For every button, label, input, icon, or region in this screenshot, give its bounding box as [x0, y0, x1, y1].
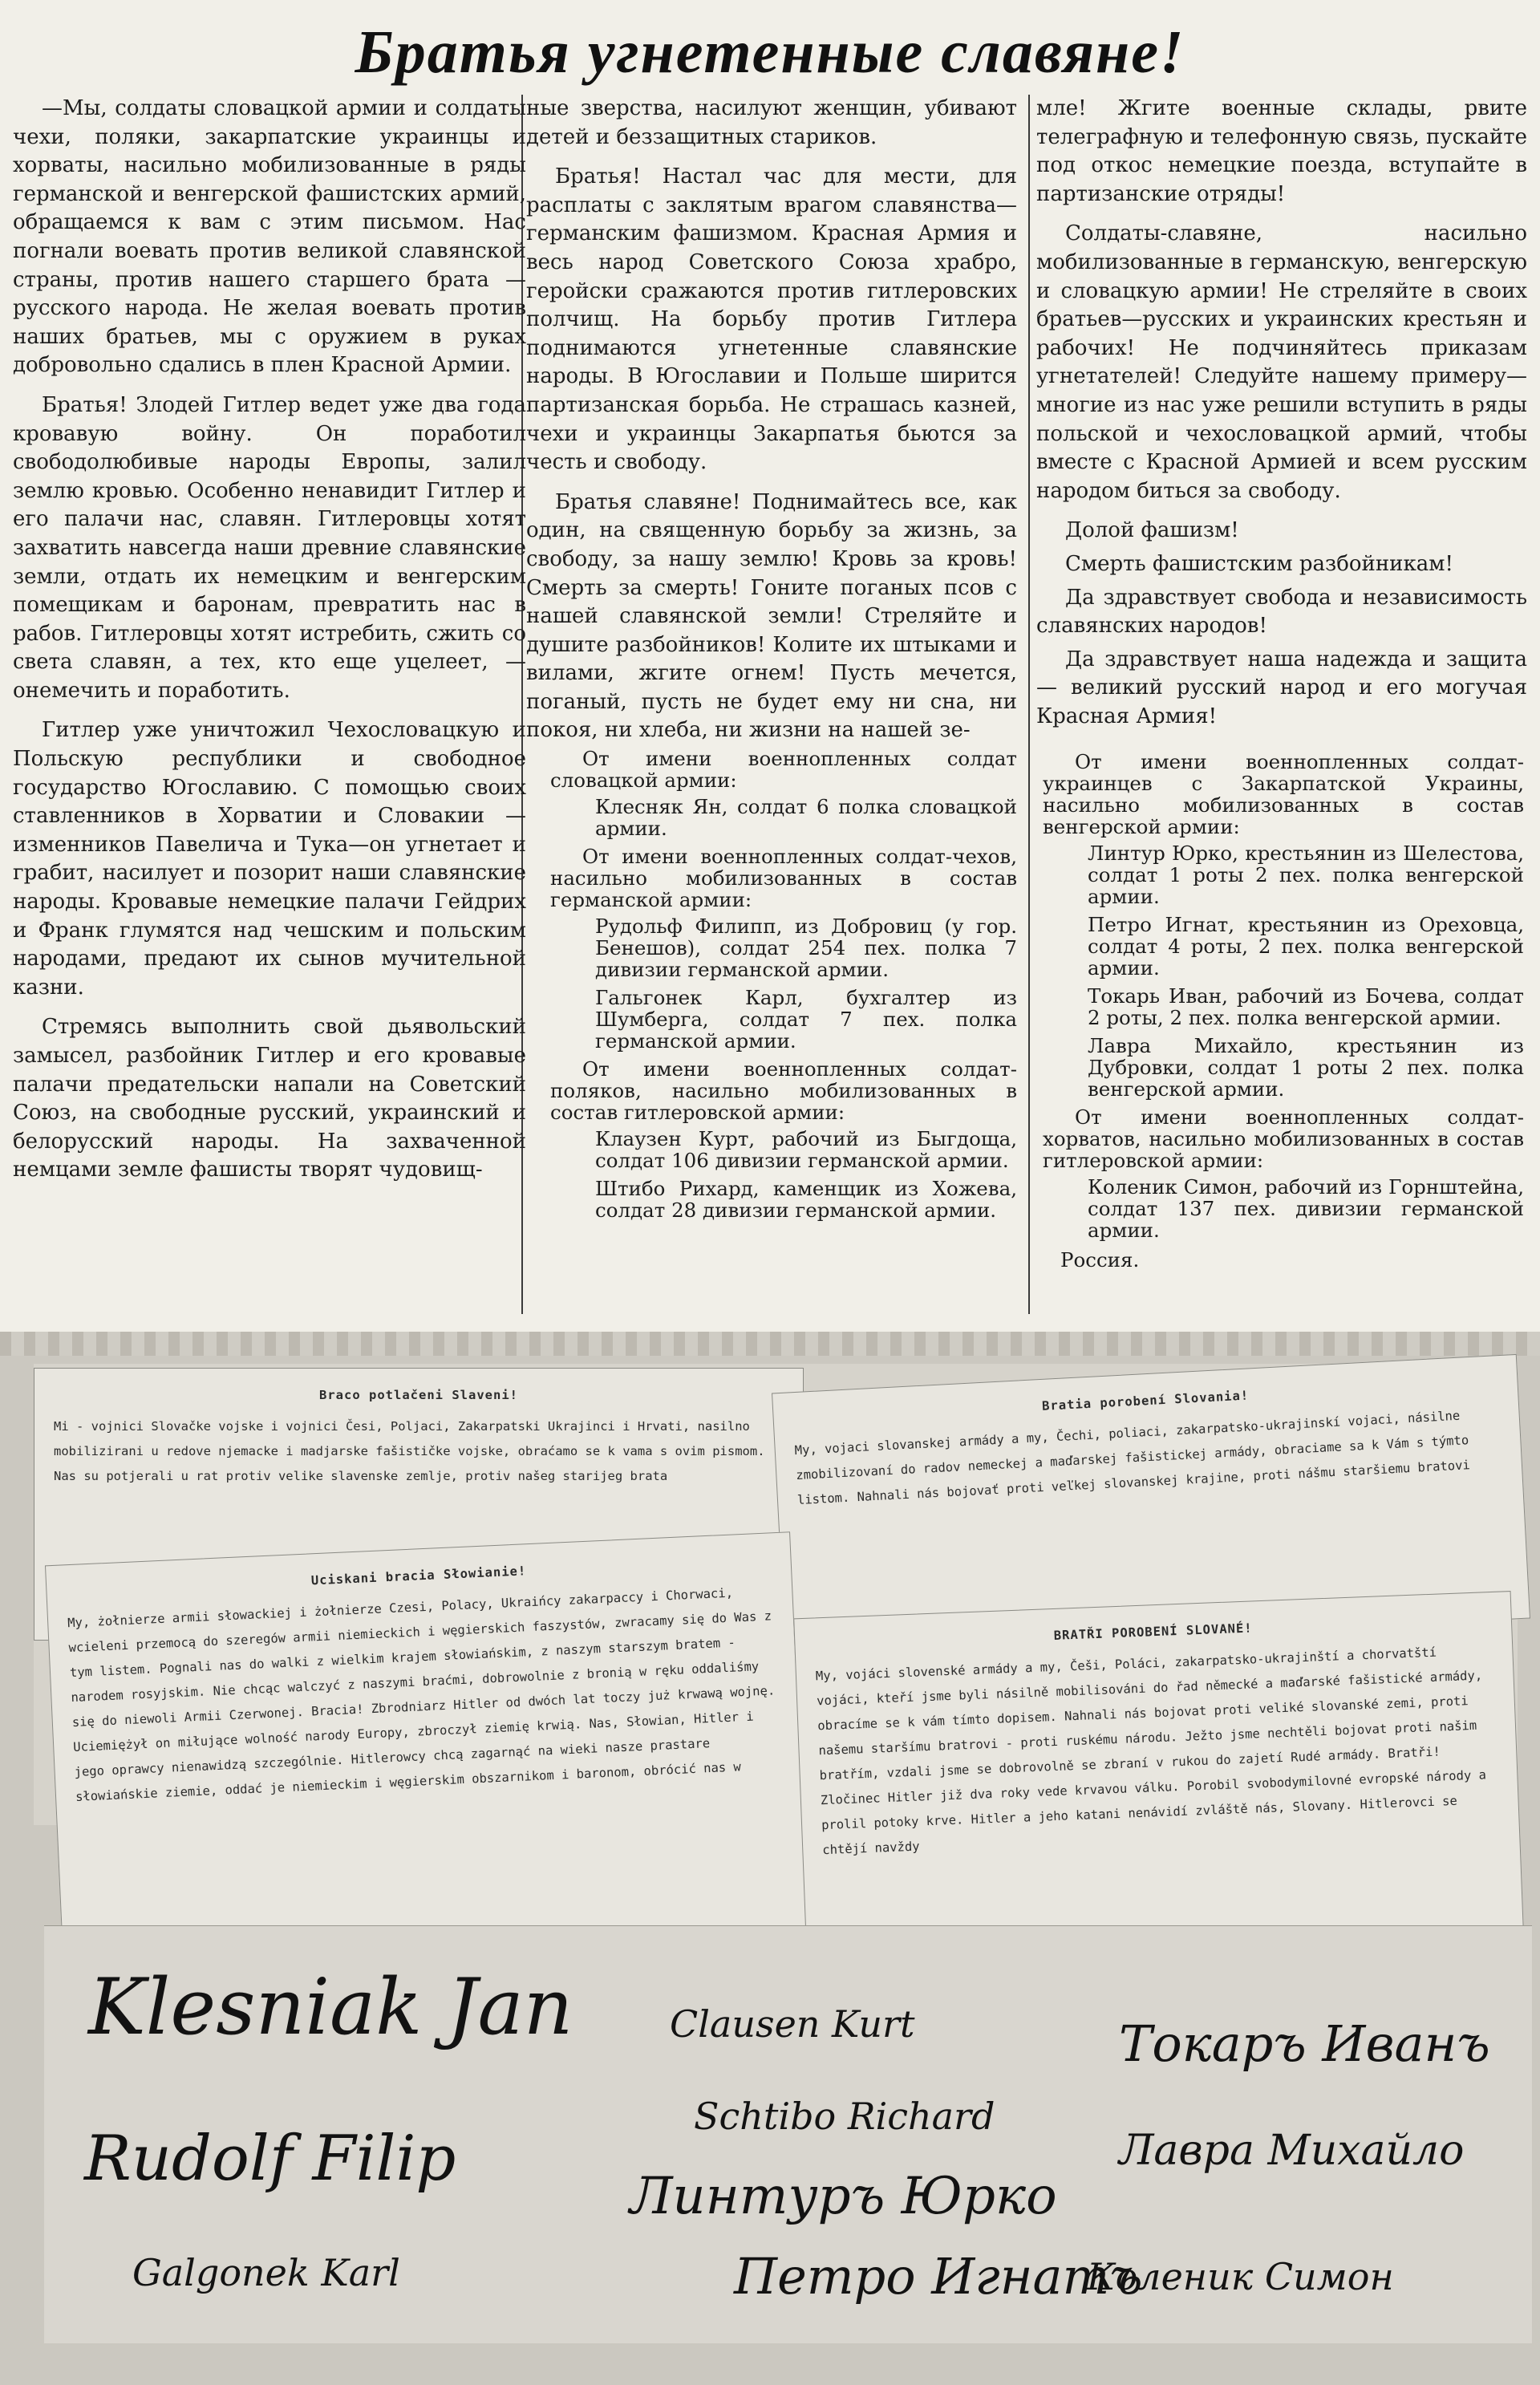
signature: Rudolf Filip	[84, 2123, 456, 2195]
leaflet-heading: Uciskani bracia Słowianie!	[310, 1564, 527, 1588]
signatory-entry: Штибо Рихард, каменщик из Хожева, солдат 28 дивизии германской армии.	[595, 1177, 1017, 1222]
signatory-entry: Лавра Михайло, крестьянин из Дубровки, солдат 1 роты 2 пех. полка венгерской армии.	[1088, 1034, 1524, 1101]
signatory-entry: Клесняк Ян, солдат 6 полка словацкой армии.	[595, 795, 1017, 840]
signatories-heading: От имени военнопленных солдат-украинцев с Закарпатской Украины, насильно мобилизованных в состав венгерской армии:	[1043, 750, 1524, 838]
signatory-entry: Линтур Юрко, крестьянин из Шелестова, солдат 1 роты 2 пех. полка венгерской армии.	[1088, 842, 1524, 908]
paragraph: мле! Жгите военные склады, рвите телеграфную и телефонную связь, пускайте под откос немецкие поезда, вступайте в партизанские отряды!	[1036, 96, 1527, 206]
signatory-entry: Гальгонек Карл, бухгалтер из Шумберга, солдат 7 пех. полка германской армии.	[595, 986, 1017, 1053]
leaflet-text: Mi - vojnici Slovačke vojske i vojnici Česi, Poljaci, Zakarpatski Ukrajinci i Hrvati, nasilno mobilizirani u redove njemacke i madjarske fašističke vojske, obraćamo se k vama s ovim pismom. Nas su potjerali u rat protiv velike slavenske zemlje, protiv našeg starijeg brata	[54, 1419, 765, 1483]
signature: Schtibo Richard	[694, 2095, 995, 2138]
slogan: Да здравствует наша надежда и защита — великий русский народ и его могучая Красная Армия!	[1036, 647, 1527, 728]
signature: Линтуръ Юрко	[630, 2167, 1057, 2226]
slogan: Долой фашизм!	[1065, 518, 1239, 543]
signatories-heading: От имени военнопленных солдат словацкой армии:	[550, 747, 1017, 792]
leaflet-text: My, vojáci slovenské armády a my, Češi, Poláci, zakarpatsko-ukrajinští a chorvatští vojáci, kteří jsme byli násilně mobilisováni do řad německé a maďarské fašistické armády, obracíme se k vám tímto dopisem. Nahnali nás bojovat proti veliké slovanské zemi, proti našemu staršímu bratrovi - proti ruskému národu. Ježto jsme nechtěli bojovat proti našim bratřím, vzdali jsme se dobrovolně se zbraní v rukou do zajetí Rudé armády. Bratři! Zločinec Hitler již dva roky vede krvavou válku. Porobil svobodymilovné evropské národy a prolil potoky krve. Hitler a jeho katani nenávidí zvláště nás, Slovany. Hitlerovci se chtějí navždy	[815, 1645, 1487, 1858]
paragraph: Гитлер уже уничтожил Чехословацкую и Польскую республики и свободное государство Югославию. С помощью своих ставленников в Хорватии и Словакии — изменников Павелича и Тука—он угнетает и грабит, насилует и позорит наши славянские народы. Кровавые немецкие палачи Гейдрих и Франк глумятся над чешским и польским народами, предают их сынов мучительной казни.	[13, 718, 526, 1000]
signatory-entry: Клаузен Курт, рабочий из Быгдоща, солдат 106 дивизии германской армии.	[595, 1127, 1017, 1172]
signature: Токаръ Иванъ	[1119, 2014, 1490, 2073]
paragraph: Солдаты-славяне, насильно мобилизованные в германскую, венгерскую и словацкую армии! Не стреляйте в своих братьев—русских и украинских крестьян и рабочих! Не подчиняйтесь приказам угнетателей! Следуйте нашему примеру—многие из нас уже решили вступить в ряды польской и чехословацкой армий, чтобы вместе с Красной Армией и всем русским народом биться за свободу.	[1036, 221, 1527, 503]
leaflet-heading: Braco potlačeni Slaveni!	[319, 1388, 518, 1402]
signatories-block-2	[1043, 751, 1524, 1271]
paragraph: Братья! Злодей Гитлер ведет уже два года кровавую войну. Он поработил свободолюбивые народы Европы, залил землю кровью. Особенно ненавидит Гитлер и его палачи нас, славян. Гитлеровцы хотят захватить навсегда наши древние славянские земли, отдать их немецким и венгерским помещикам и баронам, превратить нас в рабов. Гитлеровцы хотят истребить, сжить со света славян, а тех, кто еще уцелеет, — онемечить и поработить.	[13, 392, 526, 703]
signature: Clausen Kurt	[670, 2002, 915, 2046]
signature: Лавра Михайло	[1119, 2127, 1465, 2175]
signature: Петро Игнатъ	[734, 2247, 1143, 2306]
signatories-heading: От имени военнопленных солдат-поляков, насильно мобилизованных в состав гитлеровской армии:	[550, 1057, 1017, 1124]
column-rule	[1028, 95, 1030, 1314]
signatories-block-1	[550, 748, 1017, 1227]
paragraph: —Мы, солдаты словацкой армии и солдаты чехи, поляки, закарпатские украинцы и хорваты, насильно мобилизованные в ряды германской и венгерской фашистских армий, обращаемся к вам с этим письмом. Нас погнали воевать против великой славянской страны, против нашего старшего брата — русского народа. Не желая воевать против наших братьев, мы с оружием в руках добровольно сдались в плен Красной Армии.	[13, 96, 526, 378]
signatories-heading: От имени военнопленных солдат-хорватов, насильно мобилизованных в состав гитлеровской армии:	[1043, 1105, 1524, 1172]
leaflet-text: My, vojaci slovanskej armády a my, Čechi, poliaci, zakarpatsko-ukrajinskí vojaci, násilne zmobilizovaní do radov nemeckej a maďarskej fašistickej armády, obraciame sa k Vám s týmto listom. Nahnali nás bojovať proti veľkej slovanskej krajine, proti nášmu staršiemu bratovi	[794, 1408, 1471, 1508]
signature: Klesniak Jan	[88, 1962, 573, 2052]
dateline: Россия.	[1060, 1248, 1140, 1272]
paragraph: Братья славяне! Поднимайтесь все, как один, на священную борьбу за жизнь, за свободу, за нашу землю! Кровь за кровь! Смерть за смерть! Гоните поганых псов с нашей славянской земли! Стреляйте и душите разбойников! Колите их штыками и вилами, жгите огнем! Пусть мечется, поганый, пусть не будет ему ни сна, ни покоя, ни хлеба, ни жизни на нашей зе-	[526, 489, 1017, 743]
article-column-2	[526, 95, 1017, 756]
page-title: Братья угнетенные славяне!	[355, 18, 1185, 86]
signatory-entry: Токарь Иван, рабочий из Бочева, солдат 2 роты, 2 пех. полка венгерской армии.	[1088, 984, 1524, 1029]
signatories-heading: От имени военнопленных солдат-чехов, насильно мобилизованных в состав германской армии:	[550, 845, 1017, 911]
signatory-entry: Рудольф Филипп, из Добровиц (у гор. Бенешов), солдат 254 пех. полка 7 дивизии германской армии.	[595, 915, 1017, 981]
paragraph: Братья! Настал час для мести, для расплаты с заклятым врагом славянства—германским фашизмом. Красная Армия и весь народ Советского Союза храбро, геройски сражаются против гитлеровских полчищ. На борьбу против Гитлера поднимаются угнетенные славянские народы. В Югославии и Польше ширится партизанская борьба. Не страшась казней, чехи и украинцы Закарпатья бьются за честь и свободу.	[526, 164, 1017, 475]
slogan: Да здравствует свобода и независимость славянских народов!	[1036, 585, 1527, 639]
paragraph: ные зверства, насилуют женщин, убивают детей и беззащитных стариков.	[526, 96, 1017, 149]
signatory-entry: Петро Игнат, крестьянин из Ореховца, солдат 4 роты, 2 пех. полка венгерской армии.	[1088, 913, 1524, 980]
article-column-3	[1036, 95, 1527, 742]
article-column-1	[13, 95, 526, 1196]
leaflet-heading: Bratia porobení Slovania!	[1041, 1388, 1250, 1414]
slogan: Смерть фашистским разбойникам!	[1065, 551, 1453, 576]
signature: Коленик Симон	[1087, 2255, 1394, 2298]
paragraph: Стремясь выполнить свой дьявольский замысел, разбойник Гитлер и его кровавые палачи предательски напали на Советский Союз, на свободные русский, украинский и белорусский народы. На захваченной немцами земле фашисты творят чудовищ-	[13, 1015, 526, 1182]
leaflet-text: My, żołnierze armii słowackiej i żołnierze Czesi, Polacy, Ukraińcy zakarpaccy i Chorwaci, wcieleni przemocą do szeregów armii niemieckich i węgierskich faszystów, zwracamy się do Was z tym listem. Pognali nas do walki z wielkim krajem słowiańskim, z naszym starszym bratem - narodem rosyjskim. Nie chcąc walczyć z naszymi braćmi, dobrowolnie z bronią w ręku oddaliśmy się do niewoli Armii Czerwonej. Bracia! Zbrodniarz Hitler od dwóch lat toczy już krwawą wojnę. Uciemiężył on miłujące wolność narody Europy, zbroczył ziemię krwią. Nas, Słowian, Hitler i jego oprawcy nienawidzą szczególnie. Hitlerowcy chcą zagarnąć na wieki nasze prastare słowiańskie ziemie, oddać je niemieckim i węgierskim obszarnikom i baronom, obrócić nas w	[67, 1585, 776, 1804]
signatory-entry: Коленик Симон, рабочий из Горнштейна, солдат 137 пех. дивизии германской армии.	[1088, 1175, 1524, 1242]
signature: Galgonek Karl	[132, 2251, 400, 2294]
signatures-photo	[44, 1925, 1532, 2343]
leaflet-heading: BRATŘI POROBENÍ SLOVANÉ!	[1053, 1620, 1253, 1643]
